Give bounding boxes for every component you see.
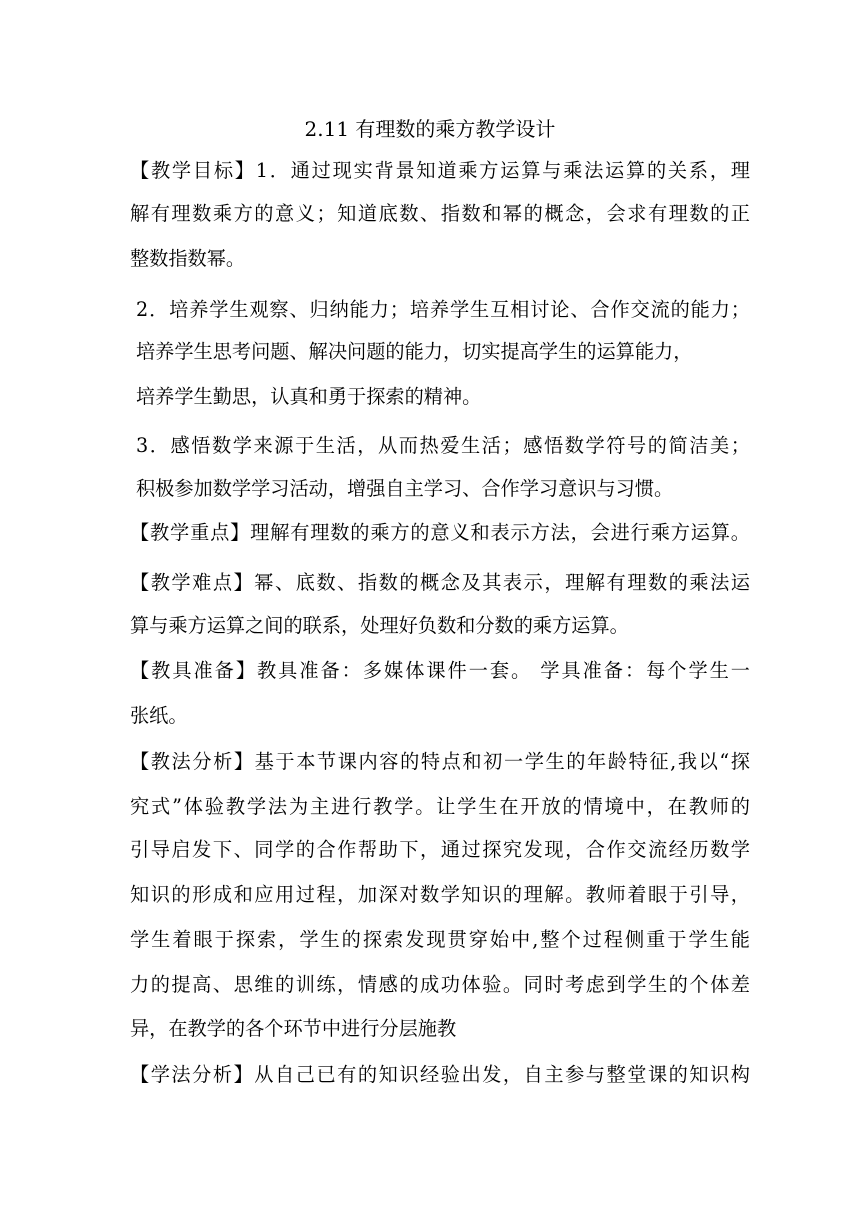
- text-line: 【教学重点】理解有理数的乘方的意义和表示方法，会进行乘方运算。: [130, 521, 750, 544]
- text-line: 培养学生勤思，认真和勇于探索的精神。: [136, 385, 482, 408]
- text-line: 异，在教学的各个环节中进行分层施教: [130, 1017, 457, 1040]
- text-line: 力的提高、思维的训练，情感的成功体验。同时考虑到学生的个体差: [130, 973, 750, 996]
- text-line: 知识的形成和应用过程，加深对数学知识的理解。教师着眼于引导，: [130, 883, 750, 906]
- text-line: 【教学目标】1．通过现实背景知道乘方运算与乘法运算的关系，理: [130, 159, 750, 182]
- text-line: 3．感悟数学来源于生活，从而热爱生活；感悟数学符号的简洁美；: [136, 434, 750, 457]
- text-line: 【教具准备】教具准备：多媒体课件一套。 学具准备：每个学生一: [130, 659, 750, 682]
- text-line: 整数指数幂。: [130, 247, 246, 270]
- text-line: 【教学难点】幂、底数、指数的概念及其表示，理解有理数的乘法运: [130, 571, 750, 594]
- text-line: 学生着眼于探索，学生的探索发现贯穿始中,整个过程侧重于学生能: [130, 928, 750, 951]
- text-line: 解有理数乘方的意义；知道底数、指数和幂的概念，会求有理数的正: [130, 202, 750, 225]
- text-line: 算与乘方运算之间的联系，处理好负数和分数的乘方运算。: [130, 614, 629, 637]
- text-line: 【教法分析】基于本节课内容的特点和初一学生的年龄特征,我以“探: [130, 750, 750, 773]
- text-line: 2．培养学生观察、归纳能力；培养学生互相讨论、合作交流的能力；: [136, 298, 750, 321]
- text-line: 张纸。: [130, 704, 188, 727]
- document-title: 2.11 有理数的乘方教学设计: [304, 117, 556, 141]
- text-line: 引导启发下、同学的合作帮助下，通过探究发现，合作交流经历数学: [130, 838, 750, 861]
- text-line: 【学法分析】从自己已有的知识经验出发，自主参与整堂课的知识构: [130, 1063, 750, 1086]
- text-line: 究式”体验教学法为主进行教学。让学生在开放的情境中，在教师的: [130, 795, 750, 818]
- text-line: 积极参加数学学习活动，增强自主学习、合作学习意识与习惯。: [136, 477, 674, 500]
- text-line: 培养学生思考问题、解决问题的能力，切实提高学生的运算能力，: [136, 340, 693, 363]
